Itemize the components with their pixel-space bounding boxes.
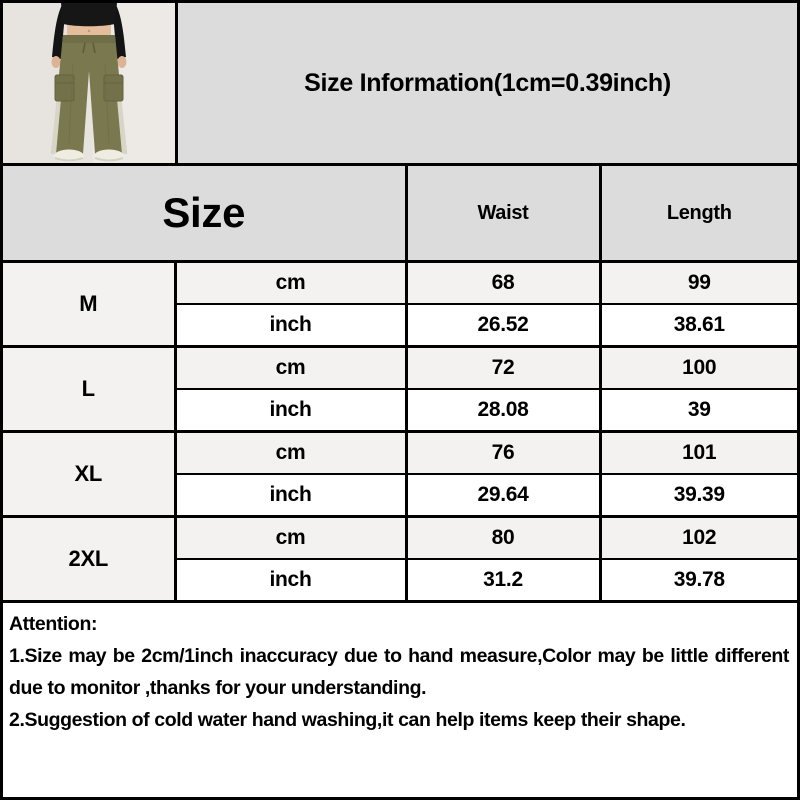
waist-value: 29.64 [406,474,600,517]
table-row-xl-cm [3,432,797,475]
waist-value: 68 [406,262,600,305]
model-crop-top [61,3,117,26]
attention-section [3,603,797,797]
table-row-m-cm [3,262,797,305]
size-label-m: M [3,262,175,347]
waist-value: 76 [406,432,600,475]
model-right-hand [118,56,127,68]
unit-label-inch: inch [175,559,406,602]
unit-label-cm: cm [175,347,406,390]
length-value: 39 [600,389,797,432]
length-value: 101 [600,432,797,475]
header [3,3,797,166]
unit-label-cm: cm [175,262,406,305]
length-value: 38.61 [600,304,797,347]
length-value: 39.78 [600,559,797,602]
page-title: Size Information(1cm=0.39inch) [304,68,671,97]
length-value: 99 [600,262,797,305]
unit-label-inch: inch [175,304,406,347]
unit-label-inch: inch [175,389,406,432]
size-label-2xl: 2XL [3,517,175,602]
waist-value: 26.52 [406,304,600,347]
attention-note-1: 1.Size may be 2cm/1inch inaccuracy due to hand measure,Color may be little different due to monitor ,thanks for your understanding. [9,645,789,699]
model-navel [88,30,90,32]
unit-label-cm: cm [175,432,406,475]
length-value: 100 [600,347,797,390]
column-header-waist: Waist [406,166,600,262]
length-value: 102 [600,517,797,560]
waist-value: 80 [406,517,600,560]
table-row-2xl-cm [3,517,797,560]
product-photo [3,3,178,163]
pants-waistband [63,35,115,43]
size-table [3,166,797,603]
waist-value: 31.2 [406,559,600,602]
attention-note-2: 2.Suggestion of cold water hand washing,it can help items keep their shape. [9,709,686,731]
attention-heading: Attention: [9,613,98,635]
column-header-length: Length [600,166,797,262]
waist-value: 28.08 [406,389,600,432]
model-left-hand [52,56,61,68]
model-illustration [3,3,175,163]
table-header-row [3,166,797,262]
size-label-l: L [3,347,175,432]
table-row-l-cm [3,347,797,390]
unit-label-inch: inch [175,474,406,517]
title-panel [178,3,797,163]
size-label-xl: XL [3,432,175,517]
waist-value: 72 [406,347,600,390]
unit-label-cm: cm [175,517,406,560]
length-value: 39.39 [600,474,797,517]
column-header-size: Size [3,166,406,262]
